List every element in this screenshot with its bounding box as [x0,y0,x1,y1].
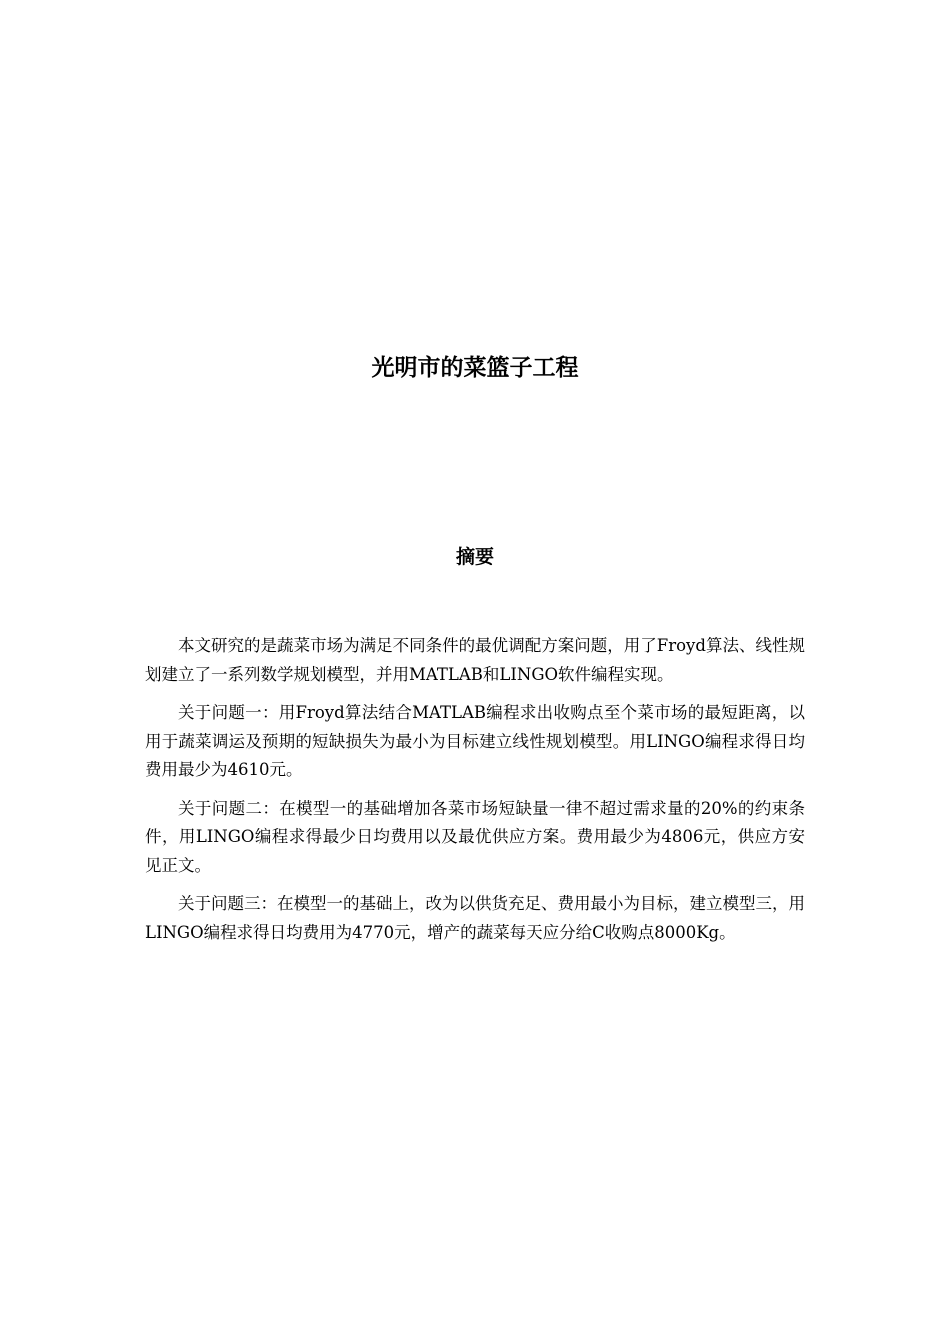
abstract-heading: 摘要 [455,546,494,568]
abstract-paragraph-intro: 本文研究的是蔬菜市场为满足不同条件的最优调配方案问题，用了Froyd算法、线性规划建立了一系列数学规划模型，并用MATLAB和LINGO软件编程实现。 [145,636,805,684]
abstract-paragraph-problem-1: 关于问题一：用Froyd算法结合MATLAB编程求出收购点至个菜市场的最短距离，以用于蔬菜调运及预期的短缺损失为最小为目标建立线性规划模型。用LINGO编程求得日均费用最少为4610元。 [145,703,805,779]
abstract-paragraph-problem-3: 关于问题三：在模型一的基础上，改为以供货充足、费用最小为目标，建立模型三，用LINGO编程求得日均费用为4770元，增产的蔬菜每天应分给C收购点8000Kg。 [145,894,805,942]
abstract-paragraph-problem-2: 关于问题二：在模型一的基础增加各菜市场短缺量一律不超过需求量的20%的约束条件，用LINGO编程求得最少日均费用以及最优供应方案。费用最少为4806元，供应方安见正文。 [145,798,805,875]
paper-title: 光明市的菜篮子工程 [371,355,579,381]
abstract-body [145,632,805,957]
